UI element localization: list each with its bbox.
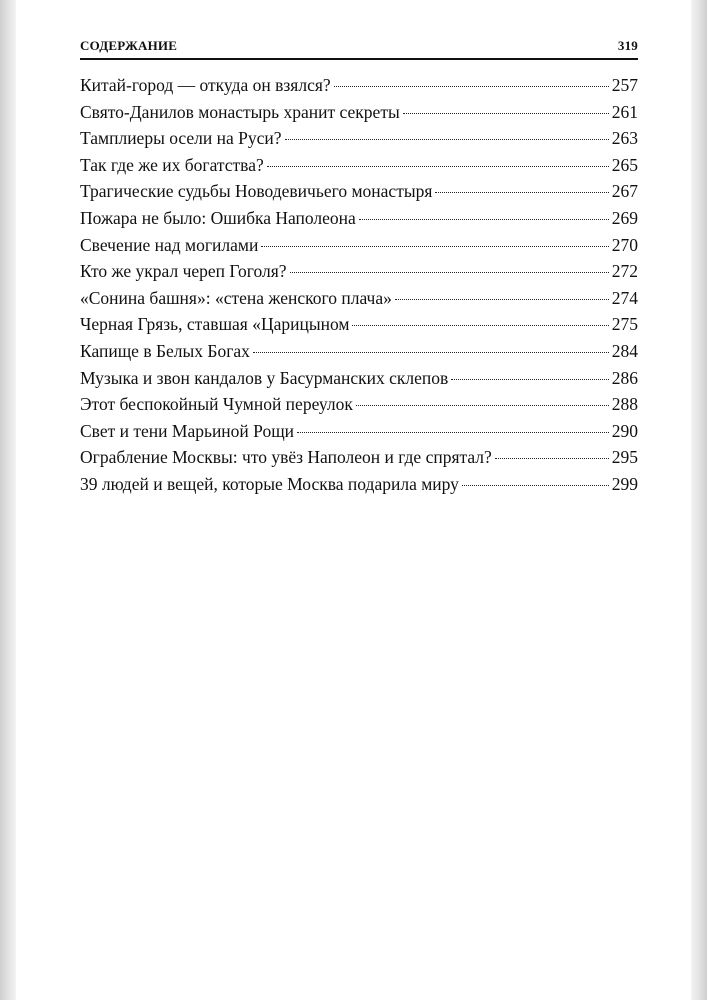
dot-leader xyxy=(462,485,609,486)
toc-entry xyxy=(80,178,638,205)
header-rule xyxy=(80,58,638,60)
dot-leader xyxy=(403,113,609,114)
toc-entry xyxy=(80,232,638,259)
toc-entry xyxy=(80,338,638,365)
dot-leader xyxy=(290,272,609,273)
toc-entry-page: 257 xyxy=(611,75,638,95)
toc-entry xyxy=(80,311,638,338)
dot-leader xyxy=(334,86,609,87)
toc-entry-title: Так где же их богатства? xyxy=(80,154,264,175)
toc-entry-title: Свет и тени Марьиной Рощи xyxy=(80,420,295,441)
toc-entry-title: Ограбление Москвы: что увёз Наполеон и где спрятал? xyxy=(80,447,492,468)
toc-entry-title: Свечение над могилами xyxy=(80,234,259,255)
section-title: СОДЕРЖАНИЕ xyxy=(80,38,178,53)
toc-entry-title: Музыка и звон кандалов у Басурманских склепов xyxy=(80,367,449,388)
dot-leader xyxy=(285,139,609,140)
toc-entry xyxy=(80,125,638,152)
toc-entry-title: Капище в Белых Богах xyxy=(80,340,250,361)
toc-entry-page: 265 xyxy=(611,154,638,175)
dot-leader xyxy=(495,458,609,459)
page-edge-left xyxy=(0,0,16,1000)
toc-entry-page: 263 xyxy=(611,128,638,149)
toc-entry-title: Черная Грязь, ставшая «Царицыном xyxy=(80,314,350,335)
toc-entry-title: Свято-Данилов монастырь хранит секреты xyxy=(80,101,400,122)
toc-entry-title: «Сонина башня»: «стена женского плача» xyxy=(80,287,392,308)
toc-entry-page: 261 xyxy=(611,101,638,122)
toc-entry-page: 267 xyxy=(611,181,638,202)
dot-leader xyxy=(261,246,608,247)
toc-entry-page: 269 xyxy=(611,207,638,228)
toc-entry-page: 274 xyxy=(611,287,638,308)
toc-entry xyxy=(80,285,638,312)
dot-leader xyxy=(297,432,609,433)
page-edge-right xyxy=(691,0,707,1000)
dot-leader xyxy=(451,379,609,380)
toc-entry xyxy=(80,205,638,232)
toc-entry xyxy=(80,365,638,392)
toc-entry xyxy=(80,391,638,418)
toc-entry-title: 39 людей и вещей, которые Москва подарила миру xyxy=(80,473,459,494)
toc-entry-title: Кто же украл череп Гоголя? xyxy=(80,261,287,282)
toc-entry xyxy=(80,99,638,126)
toc-entry-title: Тамплиеры осели на Руси? xyxy=(80,128,282,149)
toc-entry xyxy=(80,471,638,498)
toc-entry xyxy=(80,152,638,179)
toc-entry-page: 290 xyxy=(611,420,638,441)
table-of-contents xyxy=(80,72,638,498)
toc-entry xyxy=(80,444,638,471)
toc-entry-title: Трагические судьбы Новодевичьего монастыря xyxy=(80,181,433,202)
toc-entry-page: 270 xyxy=(611,234,638,255)
running-header xyxy=(80,38,638,54)
toc-entry-page: 286 xyxy=(611,367,638,388)
toc-entry xyxy=(80,258,638,285)
toc-entry-title: Этот беспокойный Чумной переулок xyxy=(80,394,353,415)
dot-leader xyxy=(435,192,608,193)
toc-entry-page: 288 xyxy=(611,394,638,415)
book-page xyxy=(16,0,691,1000)
toc-entry-page: 275 xyxy=(611,314,638,335)
toc-entry-page: 299 xyxy=(611,473,638,494)
toc-entry-title: Китай-город — откуда он взялся? xyxy=(80,75,331,95)
dot-leader xyxy=(395,299,609,300)
toc-entry-page: 295 xyxy=(611,447,638,468)
toc-entry xyxy=(80,418,638,445)
dot-leader xyxy=(352,325,608,326)
page-number: 319 xyxy=(617,38,638,53)
toc-entry-page: 272 xyxy=(611,261,638,282)
dot-leader xyxy=(359,219,609,220)
toc-entry-title: Пожара не было: Ошибка Наполеона xyxy=(80,207,356,228)
toc-entry-page: 284 xyxy=(611,340,638,361)
dot-leader xyxy=(356,405,609,406)
dot-leader xyxy=(253,352,609,353)
toc-entry xyxy=(80,72,638,99)
dot-leader xyxy=(267,166,609,167)
